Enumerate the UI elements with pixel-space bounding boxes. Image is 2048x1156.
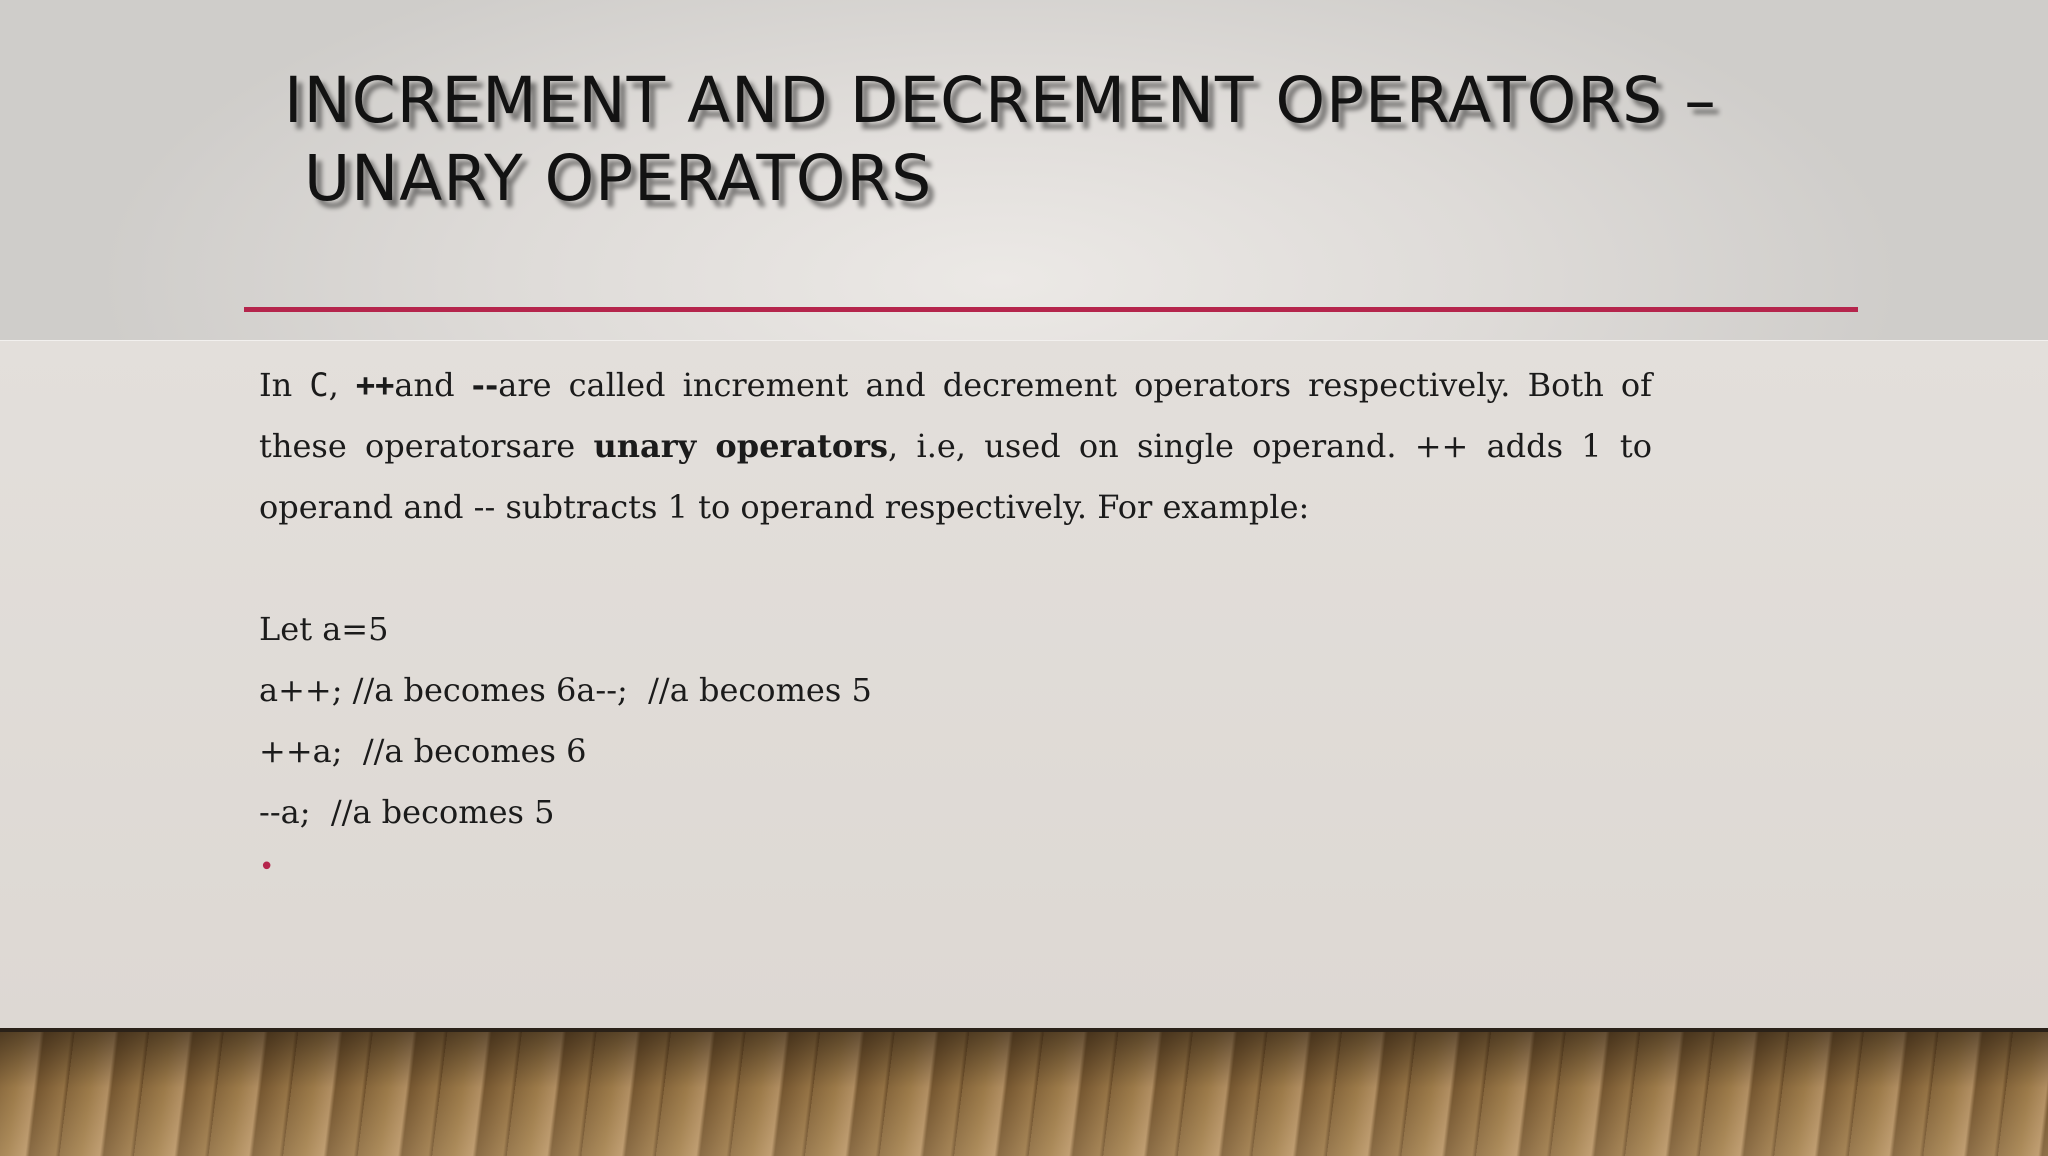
intro-rest-1: are called increment and decrement operators respectively. Both of these operatorsare [259, 366, 1653, 465]
slide-title [284, 62, 1784, 218]
title-divider [244, 307, 1858, 312]
wood-floor-decoration [0, 1028, 2048, 1156]
code-line: Let a=5 [259, 610, 389, 648]
intro-paragraph [259, 355, 1652, 538]
code-line: a++; //a becomes 6a--; //a becomes 5 [259, 671, 872, 709]
intro-rest-2: , i.e, used on single operand. ++ adds 1 to operand and -- subtracts 1 to operand respectively. For example: [259, 427, 1652, 526]
intro-sep: , [328, 366, 356, 404]
increment-operator: ++ [355, 366, 395, 404]
slide-body [259, 355, 1652, 887]
decrement-operator: -- [471, 366, 499, 404]
intro-prefix: In [259, 366, 310, 404]
code-line: ++a; //a becomes 6 [259, 732, 587, 770]
spacer [259, 538, 1652, 599]
unary-operators-term: unary operators [593, 427, 889, 465]
code-line: --a; //a becomes 5 [259, 793, 555, 831]
intro-and: and [394, 366, 472, 404]
title-line-2: UNARY OPERATORS [304, 142, 933, 215]
language-name: C [309, 366, 329, 404]
title-line-1: INCREMENT AND DECREMENT OPERATORS – [284, 64, 1717, 137]
empty-bullet-icon: • [259, 852, 275, 882]
